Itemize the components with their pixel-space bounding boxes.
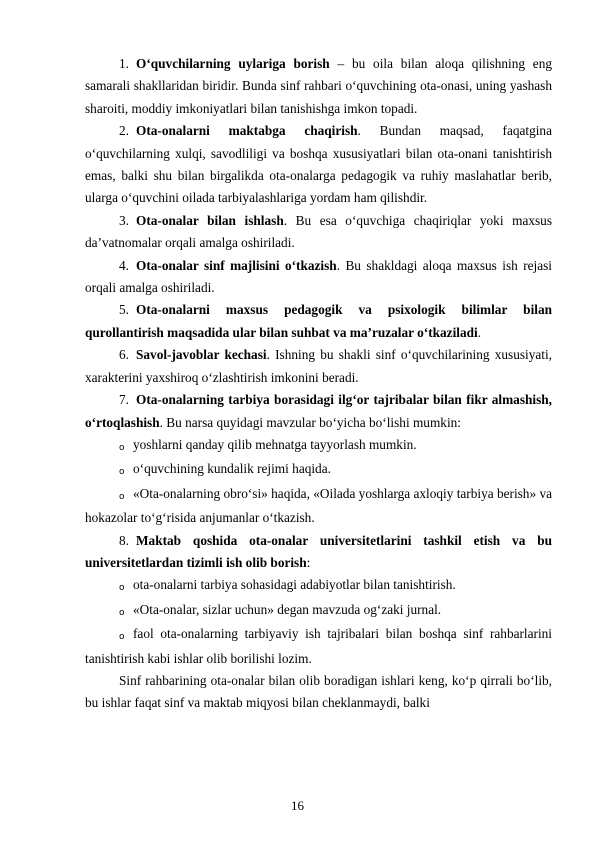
list-item-4 (85, 255, 552, 300)
item-heading: Ota-onalarni maxsus pedagogik va psixologik bilimlar bilan qurollantirish maqsadida ular bilan suhbat va ma’ruzalar o‘tkaziladi (85, 302, 552, 340)
item-number: 6. (119, 347, 129, 363)
bullet-item (85, 599, 552, 623)
body-text (85, 53, 552, 715)
bullet-text: o‘quvchining kundalik rejimi haqida. (133, 461, 331, 477)
list-item-1 (85, 53, 552, 120)
item-heading: Ota-onalar sinf majlisini o‘tkazish (136, 257, 337, 273)
bullet-icon: o (119, 467, 125, 478)
item-number: 2. (119, 123, 129, 139)
item-number: 3. (119, 212, 129, 228)
item-number: 5. (119, 302, 129, 318)
bullet-item (85, 623, 552, 670)
item-heading: Ota-onalarning tarbiya borasidagi ilg‘or tajribalar bilan fikr almashish, o‘rtoqlashish (85, 392, 552, 430)
item-text: . Bu shakldagi aloqa maxsus ish rejasi orqali amalga oshiriladi. (85, 257, 553, 296)
item-number: 4. (119, 257, 129, 273)
item-text: . Bu esa o‘quvchiga chaqiriqlar yoki maxsus da’vatnomalar orqali amalga oshiriladi. (85, 212, 553, 251)
bullet-icon: o (119, 632, 125, 643)
item-text: – bu oila bilan aloqa qilishning eng samarali shakllaridan biridir. Bunda sinf rahbari o‘quvchining ota-onasi, uning yashash sharoiti, moddiy imkoniyatlari bilan tanishishga imkon topadi. (85, 56, 552, 116)
item-heading: Ota-onalarni maktabga chaqirish (136, 123, 358, 139)
bullet-item (85, 483, 552, 530)
bullet-item (85, 434, 552, 458)
bullet-icon: o (119, 607, 125, 618)
list-item-7 (85, 389, 552, 434)
bullet-text: faol ota-onalarning tarbiyaviy ish tajribalari bilan boshqa sinf rahbarlarini tanishtirish kabi ishlar olib borilishi lozim. (85, 626, 552, 666)
bullet-text: ota-onalarni tarbiya sohasidagi adabiyotlar bilan tanishtirish. (133, 577, 456, 593)
item-heading: Savol-javoblar kechasi (136, 347, 267, 363)
item-text: . Ishning bu shakli sinf o‘quvchilarining xususiyati, xarakterini yaxshiroq o‘zlashtirish imkonini beradi. (85, 347, 553, 385)
bullet-text: «Ota-onalar, sizlar uchun» degan mavzuda og‘zaki jurnal. (133, 601, 442, 617)
bullet-text: yoshlarni qanday qilib mehnatga tayyorlash mumkin. (133, 436, 417, 452)
bullet-item (85, 458, 552, 482)
item-number: 8. (119, 532, 129, 548)
item-heading: O‘quvchilarning uylariga borish (136, 56, 330, 71)
list-item-6 (85, 344, 552, 389)
list-item-2 (85, 120, 552, 210)
list-item-5 (85, 299, 552, 344)
item-text: . Bu narsa quyidagi mavzular bo‘yicha bo‘lishi mumkin: (159, 414, 461, 430)
bullet-item (85, 574, 552, 598)
bullet-icon: o (119, 442, 125, 453)
bullet-icon: o (119, 491, 125, 502)
item-heading: Ota-onalar bilan ishlash (136, 212, 284, 228)
item-text: . Bundan maqsad, faqatgina o‘quvchilarning xulqi, savodliligi va boshqa xususiyatlari bilan ota-onani tanishtirish emas, balki shu bilan birgalikda ota-onalarga pedagogik va ruhiy maslahatlar berib, ularga o‘quvchini oilada tarbiyalashlariga yordam ham qilishdir. (85, 123, 552, 206)
list-item-8 (85, 530, 552, 575)
list-item-3 (85, 210, 552, 255)
item-text: : (306, 554, 311, 570)
page-number: 16 (291, 798, 304, 813)
closing-paragraph: Sinf rahbarining ota-onalar bilan olib boradigan ishlari keng, ko‘p qirrali bo‘lib, bu ishlar faqat sinf va maktab miqyosi bilan cheklanmaydi, balki (85, 672, 552, 711)
item-text: . (477, 324, 482, 340)
item-number: 7. (119, 392, 129, 408)
bullet-text: «Ota-onalarning obro‘si» haqida, «Oilada yoshlarga axloqiy tarbiya berish» va hokazolar to‘g‘risida anjumanlar o‘tkazish. (85, 485, 552, 526)
item-number: 1. (119, 56, 129, 71)
bullet-icon: o (119, 583, 125, 594)
item-heading: Maktab qoshida ota-onalar universitetlarini tashkil etish va bu universitetlardan tizimli ish olib borish (85, 532, 552, 570)
